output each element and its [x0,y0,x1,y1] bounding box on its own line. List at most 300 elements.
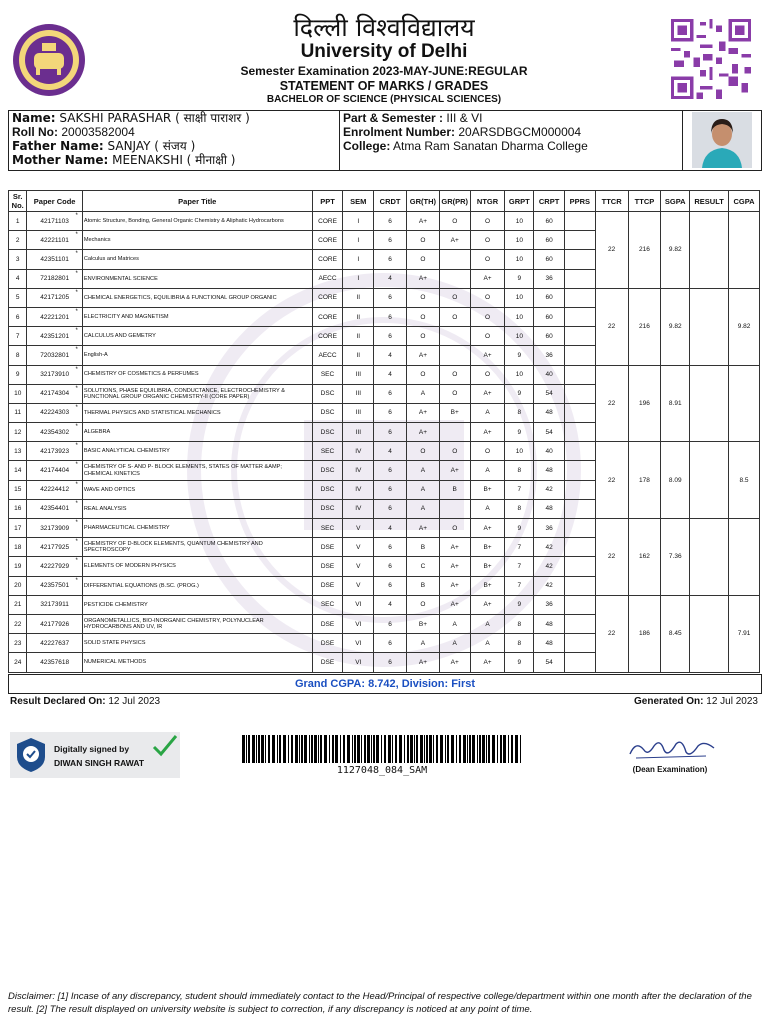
crpt-cell: 60 [534,231,565,250]
barcode-bar [279,735,281,763]
column-header: GRPT [505,191,534,212]
asterisk-mark: * [75,520,78,526]
paper-code-cell [27,231,82,250]
barcode-bar [248,735,250,763]
paper-code: 42171205 [40,294,70,302]
student-name: SAKSHI PARASHAR ( साक्षी पाराशर ) [59,111,250,125]
barcode-bar [416,735,418,763]
sr-no-cell: 17 [9,519,27,538]
generated-date: 12 Jul 2023 [706,696,758,707]
barcode-bar [407,735,409,763]
grpt-cell: 7 [505,538,534,557]
sem-cell: VI [343,653,374,672]
ppt-cell: CORE [312,212,343,231]
result-cell [690,365,729,442]
paper-code: 72182801 [40,275,70,283]
barcode-bar [352,735,353,763]
grpr-cell: A+ [439,595,470,614]
crpt-cell: 54 [534,384,565,403]
barcode-bar [357,735,360,763]
paper-title-cell: NUMERICAL METHODS [82,653,312,672]
ppt-cell: DSE [312,614,343,633]
paper-code-cell [27,423,82,442]
university-name: University of Delhi [300,41,468,62]
ppt-cell: DSE [312,634,343,653]
asterisk-mark: * [75,385,78,392]
paper-title-cell: SOLID STATE PHYSICS [82,634,312,653]
grth-cell: B [407,576,440,595]
grpr-cell: A+ [439,653,470,672]
paper-title-cell: DIFFERENTIAL EQUATIONS (B.SC. (PROG.) [82,576,312,595]
grpr-cell: A [439,614,470,633]
barcode-bar [277,735,278,763]
crpt-cell: 36 [534,595,565,614]
column-header: Paper Title [82,191,312,212]
sem-cell: VI [343,634,374,653]
roll-number: 20003582004 [61,125,135,139]
mother-name: MEENAKSHI ( मीनाक्षी ) [112,153,236,167]
result-declared [10,696,160,707]
paper-code-cell [27,269,82,288]
enrolment-label: Enrolment Number: [343,125,456,139]
barcode-bar [486,735,487,763]
sr-no-cell: 14 [9,461,27,480]
ntgr-cell: O [470,442,505,461]
grth-cell: O [407,250,440,269]
sr-no-cell: 23 [9,634,27,653]
sgpa-cell: 8.91 [661,365,690,442]
grth-cell: O [407,365,440,384]
student-info-box [8,110,762,171]
sem-cell: III [343,384,374,403]
barcode-bar [261,735,264,763]
barcode-bar [451,735,454,763]
ntgr-cell: B+ [470,576,505,595]
barcode-bar [388,735,391,763]
sgpa-cell: 7.36 [661,519,690,596]
column-header: SEM [343,191,374,212]
barcode-bar [332,735,334,763]
grpt-cell: 10 [505,212,534,231]
cgpa-cell [729,519,760,596]
ntgr-cell: A [470,634,505,653]
crdt-cell: 6 [374,423,407,442]
barcode-bar [503,735,506,763]
sem-cell: II [343,327,374,346]
asterisk-mark: * [75,577,78,584]
paper-title-cell: CHEMISTRY OF S- AND P- BLOCK ELEMENTS, STATES OF MATTER &AMP; CHEMICAL KINETICS [82,461,312,480]
crpt-cell: 60 [534,250,565,269]
sem-cell: V [343,519,374,538]
paper-code: 42357618 [40,658,70,666]
column-header: GR(TH) [407,191,440,212]
grpt-cell: 9 [505,423,534,442]
signer-name: DIWAN SINGH RAWAT [54,758,145,768]
grth-cell: O [407,307,440,326]
paper-title-cell: ELECTRICITY AND MAGNETISM [82,307,312,326]
ttcr-cell: 22 [595,519,628,596]
ppt-cell: DSC [312,499,343,518]
ppt-cell: DSE [312,538,343,557]
student-info-left [9,111,340,170]
cgpa-cell: 8.5 [729,442,760,519]
paper-code: 32173909 [40,524,70,532]
ttcr-cell: 22 [595,595,628,672]
crpt-cell: 48 [534,403,565,422]
grth-cell: O [407,442,440,461]
crpt-cell: 60 [534,212,565,231]
result-declared-date: 12 Jul 2023 [108,696,161,707]
cgpa-cell [729,212,760,289]
crdt-cell: 6 [374,557,407,576]
grth-cell: A [407,499,440,518]
paper-code-cell [27,250,82,269]
grth-cell: O [407,327,440,346]
crdt-cell: 6 [374,499,407,518]
ppt-cell: CORE [312,307,343,326]
sr-no-cell: 12 [9,423,27,442]
crpt-cell: 48 [534,461,565,480]
sem-cell: II [343,346,374,365]
grpt-cell: 10 [505,307,534,326]
asterisk-mark: * [75,481,78,488]
degree-title: BACHELOR OF SCIENCE (PHYSICAL SCIENCES) [266,94,502,105]
sr-no-cell: 24 [9,653,27,672]
grth-cell: O [407,231,440,250]
sem-cell: V [343,576,374,595]
crpt-cell: 36 [534,519,565,538]
sgpa-cell: 9.82 [661,288,690,365]
sem-cell: V [343,538,374,557]
sem-cell: I [343,231,374,250]
barcode-bar [291,735,293,763]
paper-code: 32173911 [40,601,69,609]
result-cell [690,595,729,672]
pprs-cell [564,250,595,269]
grth-cell: B [407,538,440,557]
grpr-cell: B [439,480,470,499]
asterisk-mark: * [75,308,78,315]
roll-line [9,125,339,139]
sr-no-cell: 1 [9,212,27,231]
college-name: Atma Ram Sanatan Dharma College [393,139,588,153]
table-row [9,519,760,538]
pprs-cell [564,403,595,422]
ntgr-cell: O [470,288,505,307]
pprs-cell [564,269,595,288]
paper-code-cell [27,327,82,346]
ttcp-cell: 216 [628,288,661,365]
ppt-cell: CORE [312,327,343,346]
paper-title-cell: Mechanics [82,231,312,250]
paper-code: 42351101 [40,255,69,263]
pprs-cell [564,557,595,576]
paper-code: 42227929 [40,562,70,570]
sr-no-cell: 6 [9,307,27,326]
column-header: CGPA [729,191,760,212]
barcode-bar [283,735,286,763]
sr-no-cell: 10 [9,384,27,403]
barcode-bar [256,735,257,763]
paper-code: 42224303 [40,409,70,417]
barcode-bar [340,735,341,763]
crdt-cell: 4 [374,269,407,288]
sr-no-cell: 7 [9,327,27,346]
barcode-bar [268,735,270,763]
crdt-cell: 4 [374,595,407,614]
grpr-cell [439,423,470,442]
paper-title-cell: SOLUTIONS, PHASE EQUILIBRIA, CONDUCTANCE, ELECTROCHEMISTRY & FUNCTIONAL GROUP ORGANIC CHEMISTRY-II (CORE PAPER) [82,384,312,403]
pprs-cell [564,442,595,461]
asterisk-mark: * [75,328,78,335]
crpt-cell: 54 [534,423,565,442]
sem-cell: III [343,423,374,442]
crpt-cell: 48 [534,499,565,518]
paper-code: 42177925 [40,543,70,551]
barcode-bar [392,735,393,763]
barcode-bar [492,735,495,763]
paper-code-cell [27,403,82,422]
column-header: RESULT [690,191,729,212]
crpt-cell: 60 [534,327,565,346]
barcode-bar [309,735,310,763]
pprs-cell [564,212,595,231]
grth-cell: A [407,461,440,480]
paper-title-cell: ORGANOMETALLICS, BIO-INORGANIC CHEMISTRY, POLYNUCLEAR HYDROCARBONS AND UV, IR [82,614,312,633]
crdt-cell: 6 [374,327,407,346]
paper-code-cell [27,346,82,365]
ppt-cell: DSE [312,576,343,595]
pprs-cell [564,614,595,633]
column-header: PPRS [564,191,595,212]
ttcp-cell: 186 [628,595,661,672]
paper-code: 42354302 [40,428,70,436]
barcode-bar [320,735,322,763]
barcode-bar [472,735,475,763]
result-cell [690,288,729,365]
grpr-cell [439,499,470,518]
table-header-row [9,191,760,212]
disclaimer: Disclaimer: [1] Incase of any discrepancy, student should immediately contact to the Head/Principal of respective college/department within one month after the declaration of the result. [2] The result displayed on university website is subject to correction, if any discrepancy is noticed at any point of time. [8,991,752,1015]
ntgr-cell: O [470,231,505,250]
sem-cell: VI [343,614,374,633]
ttcr-cell: 22 [595,212,628,289]
grpt-cell: 9 [505,384,534,403]
part-semester: III & VI [446,111,483,125]
barcode-bar [299,735,300,763]
part-line [340,111,682,125]
paper-title-cell: Calculus and Matrices [82,250,312,269]
ntgr-cell: A+ [470,519,505,538]
sr-no-cell: 4 [9,269,27,288]
asterisk-mark: * [75,366,78,373]
crdt-cell: 6 [374,614,407,633]
paper-code: 72032801 [40,351,70,359]
paper-code-cell [27,288,82,307]
pprs-cell [564,499,595,518]
grpt-cell: 8 [505,403,534,422]
barcode-bar [511,735,513,763]
barcode-bar [488,735,490,763]
pprs-cell [564,307,595,326]
barcode-bar [354,735,356,763]
asterisk-mark: * [75,558,78,565]
ppt-cell: DSC [312,384,343,403]
barcode-bar [295,735,298,763]
grth-cell: A+ [407,212,440,231]
paper-code-cell [27,442,82,461]
result-declared-label: Result Declared On: [10,696,106,707]
mother-label: Mother Name: [12,153,109,167]
crdt-cell: 6 [374,384,407,403]
crpt-cell: 36 [534,346,565,365]
paper-title-cell: English-A [82,346,312,365]
paper-code-cell [27,461,82,480]
enrolment-number: 20ARSDBGCM000004 [458,125,582,139]
sr-no-cell: 11 [9,403,27,422]
photo-cell [682,111,762,170]
crpt-cell: 40 [534,442,565,461]
crdt-cell: 6 [374,250,407,269]
sr-no-cell: 3 [9,250,27,269]
paper-code-cell [27,653,82,672]
table-row [9,212,760,231]
grpt-cell: 10 [505,250,534,269]
asterisk-mark: * [75,443,78,450]
crdt-cell: 6 [374,403,407,422]
ppt-cell: CORE [312,231,343,250]
crdt-cell: 6 [374,307,407,326]
ttcr-cell: 22 [595,365,628,442]
ntgr-cell: O [470,365,505,384]
barcode-bar [347,735,350,763]
barcode-bar [367,735,370,763]
barcode-bar [329,735,330,763]
sgpa-cell: 8.45 [661,595,690,672]
paper-code: 42171103 [40,217,69,225]
ppt-cell: CORE [312,250,343,269]
barcode-bar [477,735,478,763]
paper-title-cell: WAVE AND OPTICS [82,480,312,499]
column-header: TTCP [628,191,661,212]
grpr-cell [439,327,470,346]
sr-no-cell: 9 [9,365,27,384]
dean-signature-icon [626,736,718,762]
barcode-bar [314,735,317,763]
pprs-cell [564,634,595,653]
crpt-cell: 42 [534,480,565,499]
grth-cell: A [407,634,440,653]
grth-cell: A+ [407,403,440,422]
barcode-bar [265,735,266,763]
grpt-cell: 7 [505,557,534,576]
barcode-bar [399,735,402,763]
paper-code-cell [27,365,82,384]
paper-title-cell: CHEMISTRY OF COSMETICS & PERFUMES [82,365,312,384]
marks-table [8,190,760,673]
grpt-cell: 9 [505,519,534,538]
asterisk-mark: * [75,539,78,546]
crdt-cell: 6 [374,576,407,595]
asterisk-mark: * [75,289,78,296]
paper-code-cell [27,307,82,326]
barcode-bar [252,735,255,763]
barcode-bar [311,735,313,763]
grpt-cell: 10 [505,442,534,461]
ppt-cell: CORE [312,288,343,307]
statement-title: STATEMENT OF MARKS / GRADES [279,79,489,93]
crdt-cell: 6 [374,212,407,231]
paper-code: 42221201 [40,313,70,321]
table-row [9,288,760,307]
barcode-bar [301,735,303,763]
column-header: CRPT [534,191,565,212]
table-row [9,442,760,461]
part-label: Part & Semester : [343,111,444,125]
barcode-bar [246,735,247,763]
grth-cell: C [407,557,440,576]
crdt-cell: 6 [374,634,407,653]
grpt-cell: 9 [505,595,534,614]
crpt-cell: 40 [534,365,565,384]
ppt-cell: DSC [312,461,343,480]
sr-no-cell: 22 [9,614,27,633]
ntgr-cell: O [470,212,505,231]
checkmark-icon [152,734,178,758]
crdt-cell: 6 [374,653,407,672]
digital-signature-box [10,732,180,778]
paper-title-cell: BASIC ANALYTICAL CHEMISTRY [82,442,312,461]
barcode-bar [424,735,425,763]
grpr-cell [439,269,470,288]
barcode-bar [395,735,397,763]
sem-cell: I [343,212,374,231]
sem-cell: V [343,557,374,576]
ttcp-cell: 216 [628,212,661,289]
sem-cell: IV [343,480,374,499]
asterisk-mark: * [75,424,78,431]
paper-code-cell [27,384,82,403]
grth-cell: A [407,480,440,499]
dean-label: (Dean Examination) [632,765,708,774]
barcode-bar [420,735,423,763]
college-line [340,139,682,153]
barcode-bar [479,735,481,763]
ntgr-cell: A [470,614,505,633]
crpt-cell: 42 [534,576,565,595]
pprs-cell [564,365,595,384]
barcode-bar [426,735,428,763]
barcode-bar [376,735,379,763]
exam-title: Semester Examination 2023-MAY-JUNE:REGULAR [240,64,528,78]
barcode-bar [447,735,449,763]
crpt-cell: 48 [534,634,565,653]
sr-no-cell: 8 [9,346,27,365]
column-header: CRDT [374,191,407,212]
paper-code: 42173923 [40,447,70,455]
barcode-bar [242,735,245,763]
barcode-bar [288,735,289,763]
pprs-cell [564,461,595,480]
sr-no-cell: 2 [9,231,27,250]
grand-cgpa: Grand CGPA: 8.742, Division: First [8,674,762,694]
barcode-bar [520,735,521,763]
ntgr-cell: A [470,499,505,518]
grpr-cell: O [439,288,470,307]
crdt-cell: 6 [374,461,407,480]
sem-cell: II [343,307,374,326]
column-header: NTGR [470,191,505,212]
